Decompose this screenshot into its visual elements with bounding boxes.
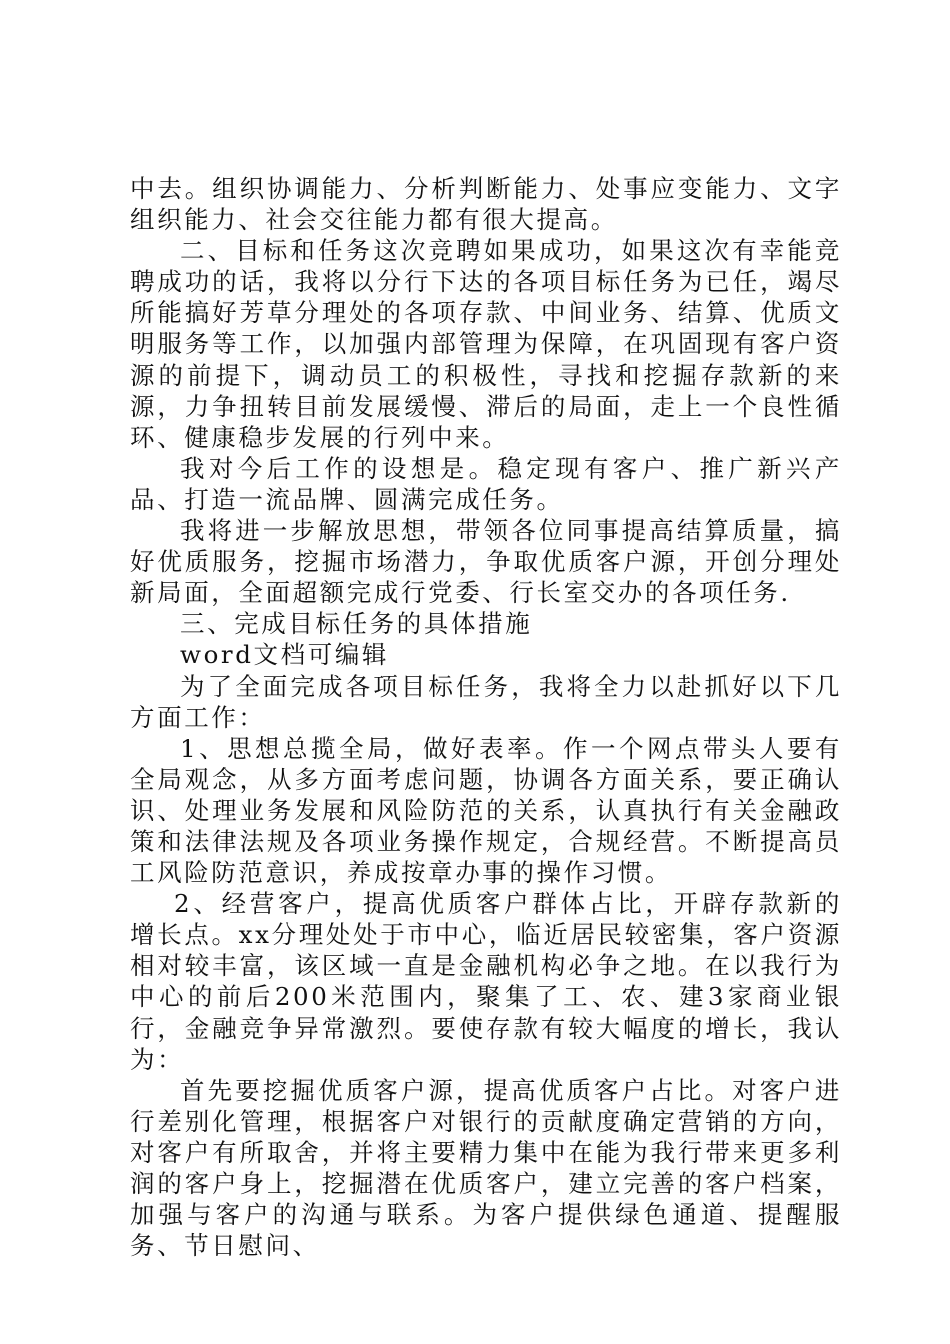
- paragraph-3: 我对今后工作的设想是。稳定现有客户、推广新兴产品、打造一流品牌、圆满完成任务。: [130, 453, 842, 514]
- paragraph-5: 为了全面完成各项目标任务，我将全力以赴抓好以下几方面工作：: [130, 671, 842, 732]
- paragraph-2: 二、目标和任务这次竞聘如果成功，如果这次有幸能竞聘成功的话，我将以分行下达的各项目标任务为已任，竭尽所能搞好芳草分理处的各项存款、中间业务、结算、优质文明服务等工作，以加强内部管理为保障，在巩固现有客户资源的前提下，调动员工的积极性，寻找和挖掘存款新的来源，力争扭转目前发展缓慢、滞后的局面，走上一个良性循环、健康稳步发展的行列中来。: [130, 236, 842, 452]
- paragraph-6: 首先要挖掘优质客户源，提高优质客户占比。对客户进行差别化管理，根据客户对银行的贡献度确定营销的方向，对客户有所取舍，并将主要精力集中在能为我行带来更多利润的客户身上，挖掘潜在优质客户，建立完善的客户档案，加强与客户的沟通与联系。为客户提供绿色通道、提醒服务、节日慰问、: [130, 1075, 842, 1261]
- section-heading-3: 三、完成目标任务的具体措施: [180, 609, 533, 639]
- paragraph-4: 我将进一步解放思想，带领各位同事提高结算质量，搞好优质服务，挖掘市场潜力，争取优质客户源，开创分理处新局面，全面超额完成行党委、行长室交办的各项任务.: [130, 516, 842, 608]
- list-item-2: 2、经营客户，提高优质客户群体占比，开辟存款新的增长点。xx分理处处于市中心，临近居民较密集，客户资源相对较丰富，该区域一直是金融机构必争之地。在以我行为中心的前后200米范围内，聚集了工、农、建3家商业银行，金融竞争异常激烈。要使存款有较大幅度的增长，我认为：: [130, 889, 842, 1074]
- document-body: [130, 173, 842, 1261]
- paragraph-1: 中去。组织协调能力、分析判断能力、处事应变能力、文字组织能力、社会交往能力都有很大提高。: [130, 174, 842, 235]
- editable-note: word文档可编辑: [180, 640, 390, 670]
- list-item-1: 1、思想总揽全局，做好表率。作一个网点带头人要有全局观念，从多方面考虑问题，协调各方面关系，要正确认识、处理业务发展和风险防范的关系，认真执行有关金融政策和法律法规及各项业务操作规定，合规经营。不断提高员工风险防范意识，养成按章办事的操作习惯。: [130, 733, 842, 888]
